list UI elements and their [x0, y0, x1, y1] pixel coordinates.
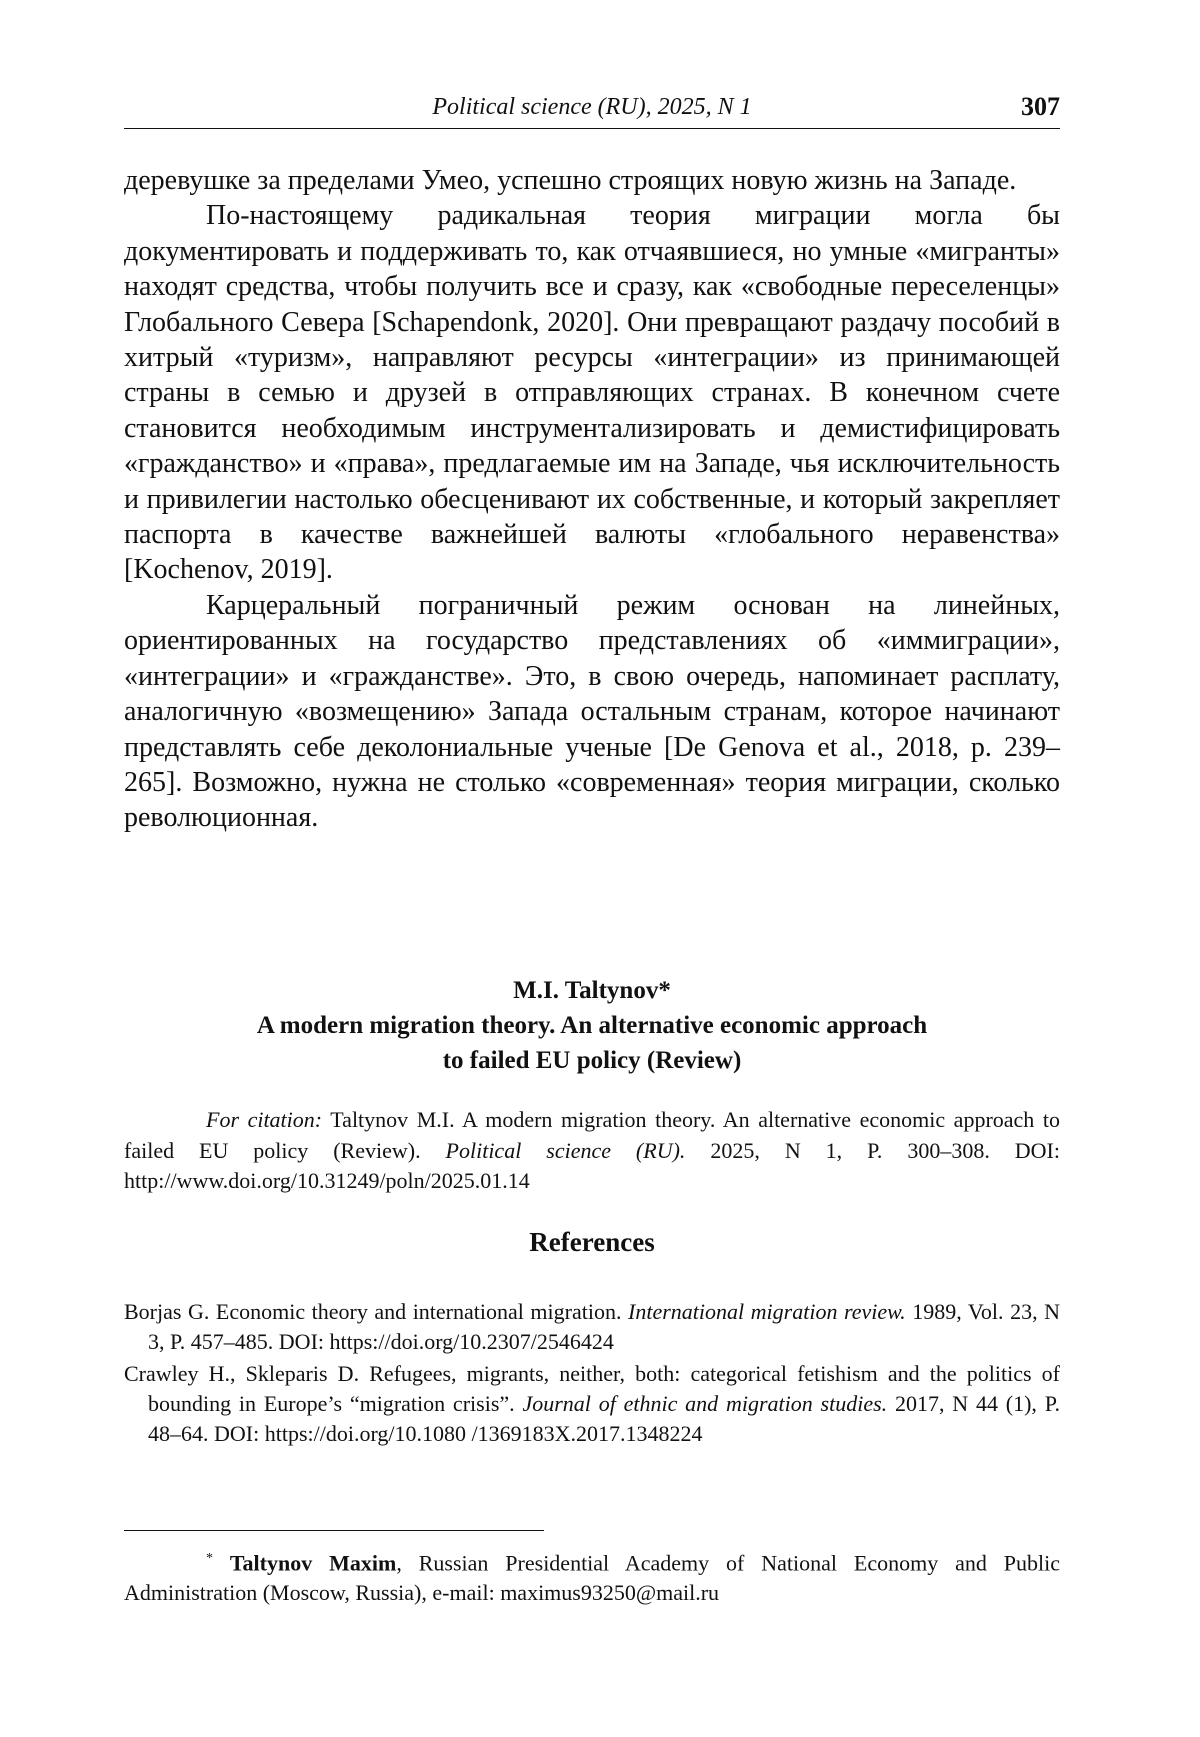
footnote-affiliation: , Russian Presidential Academy of National Economy and Public Administration (Moscow, Russia), e-mail: maximus93250@mail.ru: [124, 1550, 1060, 1605]
reference-entry: [124, 1297, 1060, 1357]
citation-text: Taltynov M.I. A modern migration theory. An alternative economic approach to failed EU policy (Review).: [124, 1107, 1060, 1163]
body-paragraph: По-настоящему радикальная теория миграции могла бы документировать и поддерживать то, как отчаявшиеся, но умные «мигранты» находят средства, чтобы получить все и сразу, как «свободные переселенцы» Глобального Севера [Schapendonk, 2020]. Они превращают раздачу пособий в хитрый «туризм», направляют ресурсы «интеграции» из принимающей страны в семью и друзей в отправляющих странах. В конечном счете становится необходимым инструментализировать и демистифицировать «гражданство» и «права», предлагаемые им на Западе, чья исключительность и привилегии настолько обесценивают их собственные, и который закрепляет паспорта в качестве важнейшей валюты «глобального неравенства» [Kochenov, 2019].: [124, 198, 1060, 587]
review-title-line: A modern migration theory. An alternative economic approach: [124, 1008, 1060, 1043]
reference-details: 2017, N 44 (1), P. 48–64. DOI: https://doi.org/10.1080 /1369183X.2017.1348224: [148, 1391, 1060, 1446]
running-header: [124, 92, 1060, 129]
reference-text: Crawley H., Skleparis D. Refugees, migrants, neither, both: categorical fetishism and the politics of bounding in Europe’s “migration crisis”.: [124, 1361, 1060, 1416]
footnote-divider: [124, 1530, 544, 1531]
journal-title: Political science (RU), 2025, N 1: [124, 94, 1060, 121]
reference-source: International migration review.: [628, 1299, 906, 1324]
reference-text: Borjas G. Economic theory and international migration.: [124, 1299, 621, 1324]
citation-label: For citation:: [206, 1107, 322, 1132]
article-body: [124, 163, 1060, 836]
review-author: M.I. Taltynov*: [124, 973, 1060, 1008]
body-paragraph: Карцеральный пограничный режим основан на линейных, ориентированных на государство представлениях об «иммиграции», «интеграции» и «гражданстве». Это, в свою очередь, напоминает расплату, аналогичную «возмещению» Запада остальным странам, которое начинают представлять себе деколониальные ученые [De Genova et al., 2018, p. 239–265]. Возможно, нужна не столько «современная» теория миграции, сколько революционная.: [124, 588, 1060, 836]
review-heading: [124, 973, 1060, 1078]
reference-details: 1989, Vol. 23, N 3, P. 457–485. DOI: https://doi.org/10.2307/2546424: [148, 1299, 1060, 1354]
references-list: [124, 1297, 1060, 1451]
page: [124, 0, 1060, 1737]
references-heading: References: [124, 1227, 1060, 1258]
author-footnote: [124, 1544, 1060, 1608]
page-number: 307: [1021, 92, 1060, 122]
footnote-mark: *: [206, 1551, 213, 1566]
review-title-line: to failed EU policy (Review): [124, 1043, 1060, 1078]
citation-journal: Political science (RU).: [446, 1138, 686, 1163]
reference-entry: [124, 1359, 1060, 1449]
footnote-author-name: Taltynov Maxim: [230, 1550, 396, 1575]
citation-block: [124, 1105, 1060, 1197]
citation-details: 2025, N 1, P. 300–308. DOI: http://www.doi.org/10.31249/poln/2025.01.14: [124, 1138, 1060, 1194]
body-paragraph: деревушке за пределами Умео, успешно строящих новую жизнь на Западе.: [124, 163, 1060, 198]
reference-source: Journal of ethnic and migration studies.: [522, 1391, 887, 1416]
